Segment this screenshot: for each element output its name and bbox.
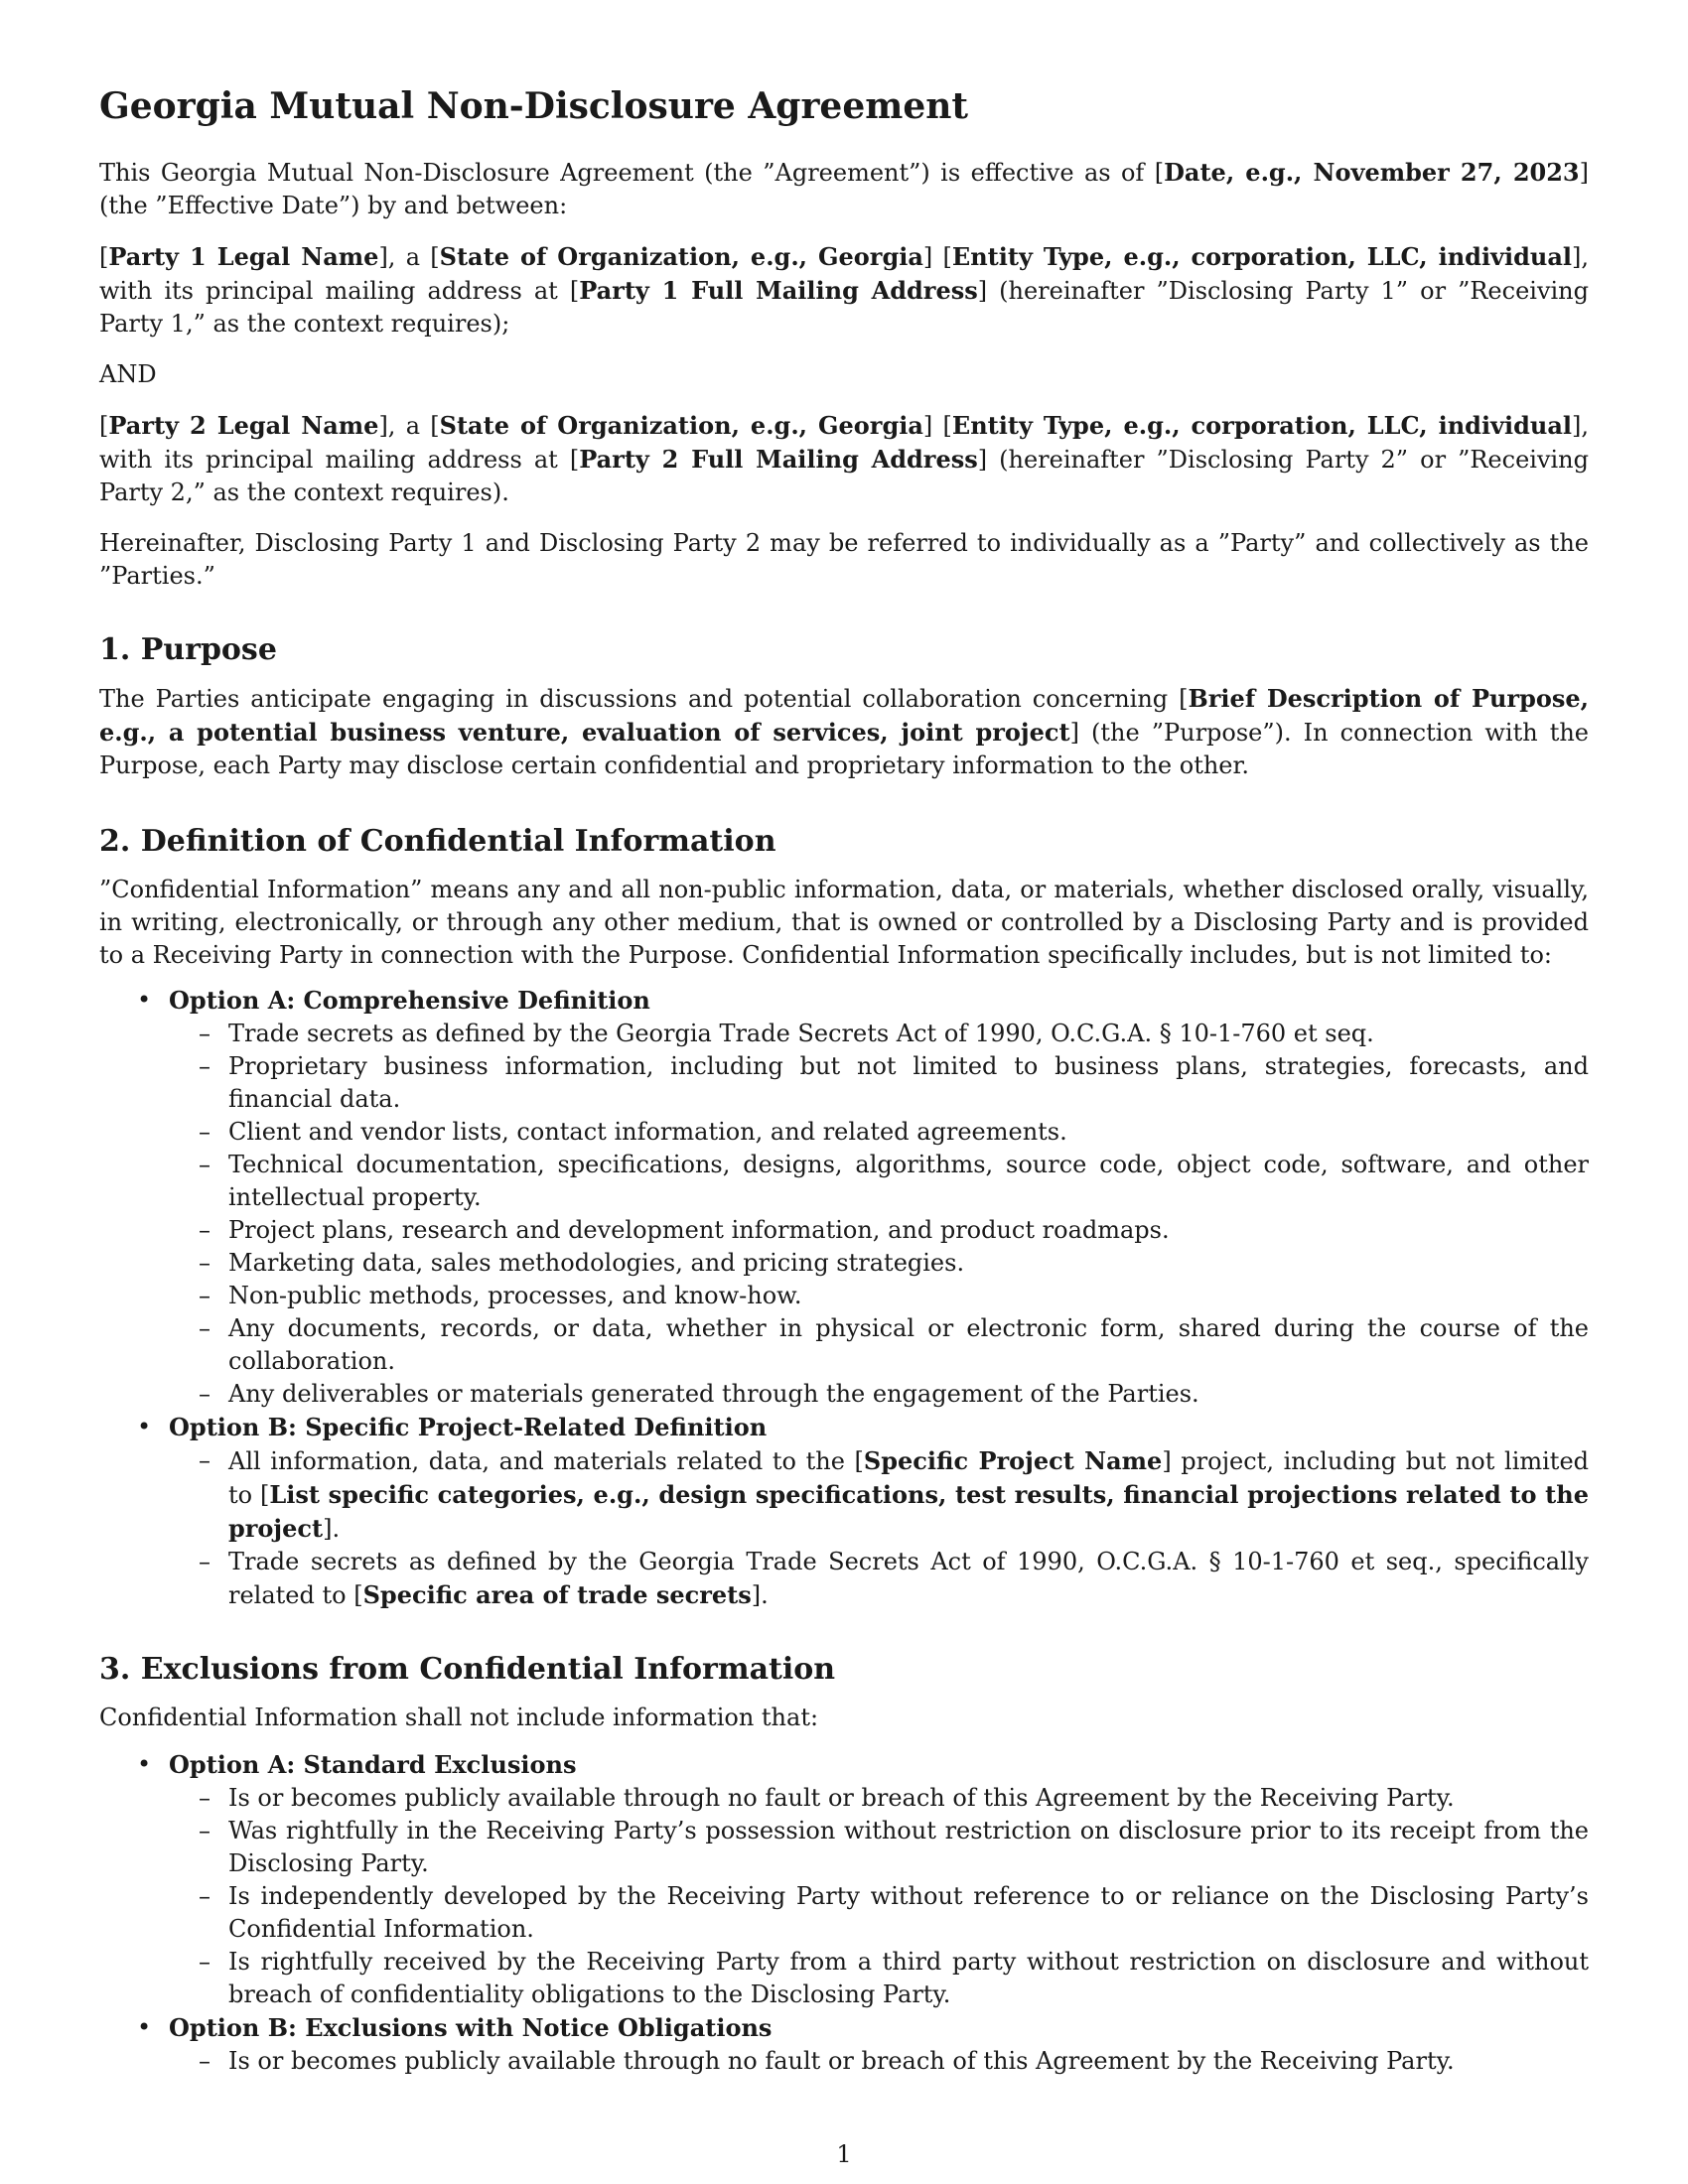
section-1-paragraph xyxy=(99,682,1589,782)
dash-icon: – xyxy=(199,1020,211,1048)
item-text: Trade secrets as defined by the Georgia Trade Secrets Act of 1990, O.C.G.A. § 10-1-760 et seq. xyxy=(228,1020,1374,1048)
party2-state-placeholder: State of Organization, e.g., Georgia xyxy=(439,411,923,441)
party2-entity-placeholder: Entity Type, e.g., corporation, LLC, individual xyxy=(951,411,1573,441)
list-item xyxy=(169,1280,1589,1312)
option-a-definition xyxy=(99,984,1589,1411)
item-text: Any deliverables or materials generated through the engagement of the Parties. xyxy=(228,1380,1199,1409)
hereinafter-paragraph: Hereinafter, Disclosing Party 1 and Disclosing Party 2 may be referred to individually as a ”Party” and collectively as the ”Parties.” xyxy=(99,529,1589,591)
list-item xyxy=(169,1050,1589,1116)
option-a-exclusions xyxy=(99,1748,1589,2011)
item-text: ]. xyxy=(751,1581,769,1610)
option-b-exclusions-items xyxy=(99,2045,1589,2078)
option-a-exclusions-items xyxy=(99,1782,1589,2011)
item-text: Is or becomes publicly available through no fault or breach of this Agreement by the Receiving Party. xyxy=(228,2047,1455,2076)
party1-entity-placeholder: Entity Type, e.g., corporation, LLC, individual xyxy=(951,242,1573,272)
party2-text: ], with its principal mailing address at [ xyxy=(99,412,1590,475)
list-item xyxy=(169,1444,1589,1546)
trade-secret-area-placeholder: Specific area of trade secrets xyxy=(362,1580,752,1610)
item-text: Trade secrets as defined by the Georgia Trade Secrets Act of 1990, O.C.G.A. § 10-1-760 et seq., specifically related to [ xyxy=(228,1548,1589,1610)
option-title: Option B: Exclusions with Notice Obligations xyxy=(169,2013,773,2043)
item-text: Is rightfully received by the Receiving Party from a third party without restriction on disclosure and without breach of confidentiality obligations to the Disclosing Party. xyxy=(228,1948,1589,2009)
and-separator: AND xyxy=(99,360,157,389)
option-title: Option A: Comprehensive Definition xyxy=(169,986,650,1016)
item-text: Was rightfully in the Receiving Party’s possession without restriction on disclosure prior to its receipt from the Disclosing Party. xyxy=(228,1817,1589,1878)
item-text: Non-public methods, processes, and know-how. xyxy=(228,1282,802,1310)
dash-icon: – xyxy=(199,1817,211,1845)
bullet-icon: • xyxy=(137,986,152,1015)
party1-address-placeholder: Party 1 Full Mailing Address xyxy=(579,276,978,306)
section-3-heading: 3. Exclusions from Confidential Information xyxy=(99,1652,836,1688)
list-item xyxy=(169,1946,1589,2011)
option-a-definition-items xyxy=(99,1018,1589,1411)
option-title: Option B: Specific Project-Related Definition xyxy=(169,1413,768,1442)
party2-text: ] (hereinafter ”Disclosing Party 2” or ”Receiving Party 2,” as the context requires). xyxy=(99,446,1589,507)
categories-placeholder: List specific categories, e.g., design specifications, test results, financial projections related to the project xyxy=(228,1480,1589,1544)
list-item xyxy=(169,1546,1589,1612)
party1-text: ], a [ xyxy=(378,243,440,272)
bullet-icon: • xyxy=(137,1413,152,1441)
party2-address-placeholder: Party 2 Full Mailing Address xyxy=(579,445,978,475)
section-2-options xyxy=(99,984,1589,1612)
dash-icon: – xyxy=(199,1052,211,1081)
item-text: Any documents, records, or data, whether in physical or electronic form, shared during the course of the collaboration. xyxy=(228,1314,1589,1376)
dash-icon: – xyxy=(199,1446,211,1475)
option-b-definition xyxy=(99,1411,1589,1612)
section-1-heading: 1. Purpose xyxy=(99,632,277,668)
party2-text: ], a [ xyxy=(378,412,440,441)
dash-icon: – xyxy=(199,1249,211,1278)
page-number: 1 xyxy=(836,2140,852,2168)
party2-text: [ xyxy=(99,412,109,441)
section-3-options xyxy=(99,1748,1589,2078)
list-item xyxy=(169,1116,1589,1149)
bullet-icon: • xyxy=(137,2013,152,2042)
dash-icon: – xyxy=(199,1380,211,1409)
list-item xyxy=(169,1312,1589,1378)
party1-text: ] (hereinafter ”Disclosing Party 1” or ”Receiving Party 1,” as the context requires); xyxy=(99,277,1589,339)
option-b-exclusions xyxy=(99,2011,1589,2078)
list-item xyxy=(169,1247,1589,1280)
dash-icon: – xyxy=(199,1784,211,1813)
dash-icon: – xyxy=(199,1314,211,1343)
item-text: ]. xyxy=(323,1515,341,1544)
dash-icon: – xyxy=(199,1151,211,1179)
dash-icon: – xyxy=(199,1216,211,1245)
list-item xyxy=(169,1880,1589,1946)
party1-text: ] [ xyxy=(922,243,952,272)
section-2-intro: ”Confidential Information” means any and all non-public information, data, or materials, whether disclosed orally, visually, in writing, electronically, or through any other medium, that is owned or controlled by a Disclosing Party and is provided to a Receiving Party in connection with the Purpose. Confidential Information specifically includes, but is not limited to: xyxy=(99,876,1589,970)
item-text: Marketing data, sales methodologies, and pricing strategies. xyxy=(228,1249,965,1278)
bullet-icon: • xyxy=(137,1750,152,1779)
item-text: Technical documentation, specifications, designs, algorithms, source code, object code, software, and other intellectual property. xyxy=(228,1151,1589,1212)
party2-name-placeholder: Party 2 Legal Name xyxy=(108,411,379,441)
dash-icon: – xyxy=(199,1118,211,1147)
project-name-placeholder: Specific Project Name xyxy=(863,1446,1163,1476)
purpose-text: The Parties anticipate engaging in discussions and potential collaboration concerning [ xyxy=(99,685,1189,714)
dash-icon: – xyxy=(199,2047,211,2076)
party1-text: ], with its principal mailing address at [ xyxy=(99,243,1590,306)
document-title: Georgia Mutual Non-Disclosure Agreement xyxy=(99,85,969,127)
party1-text: [ xyxy=(99,243,109,272)
item-text: ] project, including but not limited to [ xyxy=(228,1447,1590,1510)
item-text: Client and vendor lists, contact information, and related agreements. xyxy=(228,1118,1067,1147)
party2-paragraph xyxy=(99,409,1589,509)
list-item xyxy=(169,1815,1589,1880)
party1-paragraph xyxy=(99,240,1589,341)
item-text: All information, data, and materials related to the [ xyxy=(228,1447,864,1476)
list-item xyxy=(169,1214,1589,1247)
option-b-definition-items xyxy=(99,1444,1589,1612)
item-text: Project plans, research and development information, and product roadmaps. xyxy=(228,1216,1170,1245)
list-item xyxy=(169,1782,1589,1815)
purpose-placeholder: Brief Description of Purpose, e.g., a potential business venture, evaluation of services, joint project xyxy=(99,684,1590,748)
section-3-intro: Confidential Information shall not include information that: xyxy=(99,1704,819,1732)
list-item xyxy=(169,1149,1589,1214)
dash-icon: – xyxy=(199,1282,211,1310)
effective-date-placeholder: Date, e.g., November 27, 2023 xyxy=(1164,158,1580,188)
party1-state-placeholder: State of Organization, e.g., Georgia xyxy=(439,242,923,272)
section-2-heading: 2. Definition of Confidential Information xyxy=(99,824,776,860)
document-page xyxy=(99,85,1589,2078)
list-item xyxy=(169,1378,1589,1411)
dash-icon: – xyxy=(199,1948,211,1977)
item-text: Proprietary business information, including but not limited to business plans, strategies, forecasts, and financial data. xyxy=(228,1052,1589,1114)
item-text: Is independently developed by the Receiving Party without reference to or reliance on the Disclosing Party’s Confidential Information. xyxy=(228,1882,1589,1944)
purpose-text: ] (the ”Purpose”). In connection with the Purpose, each Party may disclose certain confidential and proprietary information to the other. xyxy=(99,719,1590,780)
intro-paragraph xyxy=(99,156,1589,222)
dash-icon: – xyxy=(199,1548,211,1576)
party1-name-placeholder: Party 1 Legal Name xyxy=(108,242,379,272)
intro-text-2: ] (the ”Effective Date”) by and between: xyxy=(99,159,1589,220)
item-text: Is or becomes publicly available through no fault or breach of this Agreement by the Receiving Party. xyxy=(228,1784,1455,1813)
party2-text: ] [ xyxy=(922,412,952,441)
option-title: Option A: Standard Exclusions xyxy=(169,1750,577,1780)
intro-text-1: This Georgia Mutual Non-Disclosure Agreement (the ”Agreement”) is effective as of [ xyxy=(99,159,1165,188)
dash-icon: – xyxy=(199,1882,211,1911)
list-item xyxy=(169,2045,1589,2078)
list-item xyxy=(169,1018,1589,1050)
